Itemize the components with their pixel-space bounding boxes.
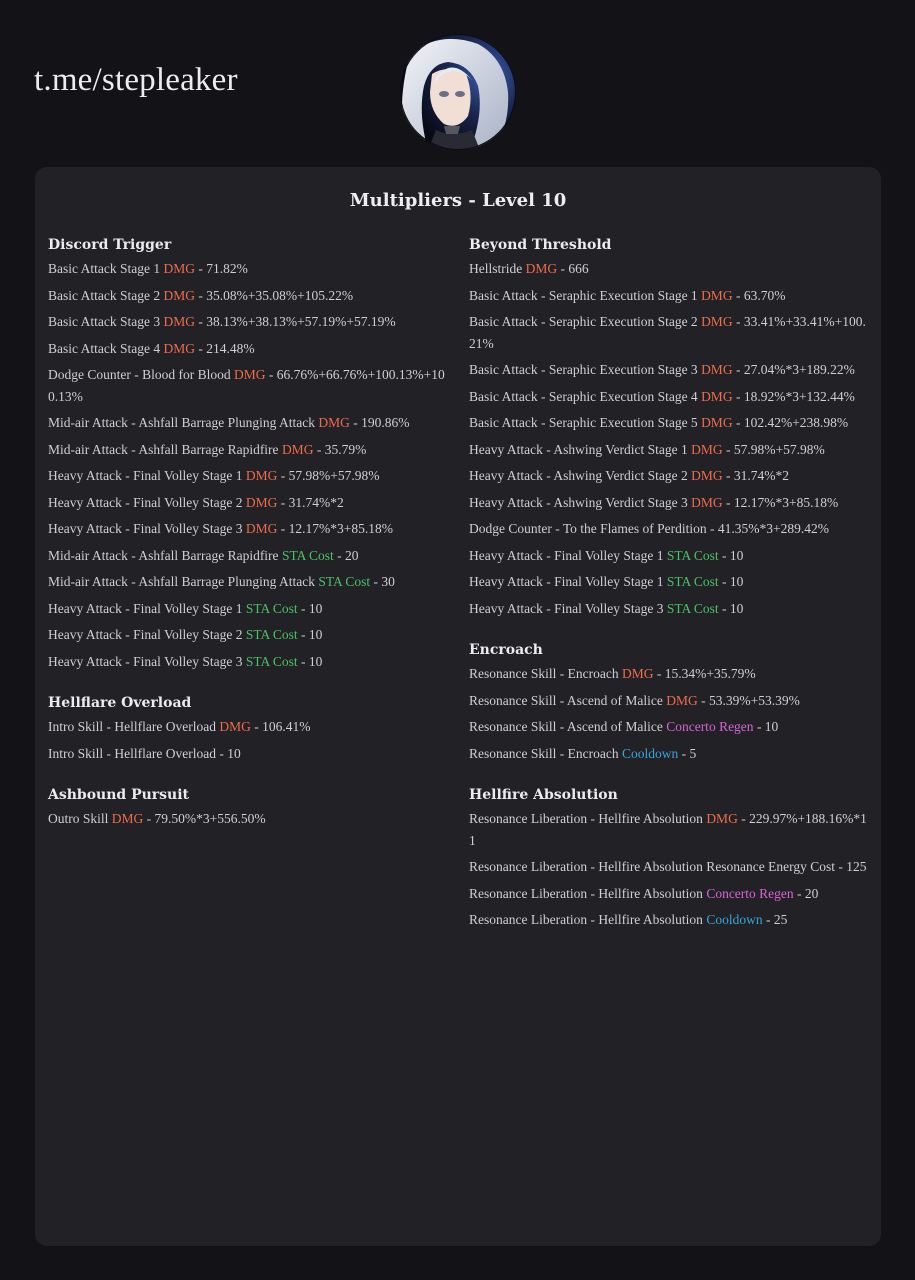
section-ashbound-pursuit bbox=[48, 785, 448, 830]
row-label: Basic Attack Stage 4 bbox=[48, 340, 164, 356]
multiplier-row bbox=[48, 285, 448, 307]
row-value: - 229.97%+188.16%*11 bbox=[469, 811, 867, 848]
row-value: - 57.98%+57.98% bbox=[277, 468, 380, 483]
row-label: Mid-air Attack - Ashfall Barrage Rapidfire bbox=[48, 441, 282, 457]
multiplier-row bbox=[469, 690, 869, 712]
stat-tag-sta-cost: STA Cost bbox=[281, 547, 334, 563]
row-value: - 10 bbox=[297, 627, 323, 642]
row-label: Resonance Skill - Ascend of Malice bbox=[469, 719, 667, 734]
multiplier-row bbox=[469, 492, 869, 514]
row-label: Basic Attack Stage 2 bbox=[48, 287, 164, 303]
multiplier-row bbox=[48, 808, 448, 830]
row-value: - 214.48% bbox=[195, 340, 255, 356]
stat-tag-dmg: DMG bbox=[691, 468, 723, 483]
row-value: - 20 bbox=[333, 547, 359, 563]
row-label: Dodge Counter - Blood for Blood bbox=[48, 367, 234, 382]
row-value: - 30 bbox=[370, 574, 395, 589]
row-value: - 53.39%+53.39% bbox=[697, 692, 800, 708]
multiplier-row bbox=[469, 311, 869, 354]
row-label: Heavy Attack - Final Volley Stage 2 bbox=[48, 627, 246, 642]
row-value: - 102.42%+238.98% bbox=[732, 415, 849, 430]
row-label: Basic Attack - Seraphic Execution Stage 4 bbox=[469, 388, 702, 404]
section-encroach bbox=[469, 640, 869, 764]
multiplier-row bbox=[48, 598, 448, 620]
stat-tag-dmg: DMG bbox=[233, 367, 266, 382]
stat-tag-sta-cost: STA Cost bbox=[666, 547, 719, 563]
row-label: Basic Attack - Seraphic Execution Stage 3 bbox=[469, 362, 702, 377]
stat-tag-dmg: DMG bbox=[163, 340, 195, 356]
section-title: Hellfire Absolution bbox=[469, 787, 618, 803]
row-value: - 66.76%+66.76%+100.13%+100.13% bbox=[48, 367, 445, 404]
stat-tag-dmg: DMG bbox=[245, 468, 278, 483]
stat-tag-dmg: DMG bbox=[163, 261, 195, 276]
stat-tag-dmg: DMG bbox=[701, 314, 733, 329]
row-label: Resonance Skill - Encroach bbox=[469, 745, 622, 761]
multiplier-row bbox=[469, 598, 869, 620]
stat-tag-sta-cost: STA Cost bbox=[245, 653, 298, 669]
stat-tag-cooldown: Cooldown bbox=[621, 745, 679, 761]
row-label: Mid-air Attack - Ashfall Barrage Plunging Attack bbox=[48, 415, 319, 430]
stat-tag-dmg: DMG bbox=[701, 388, 733, 404]
row-label: Resonance Skill - Encroach bbox=[469, 666, 622, 681]
row-value: - 27.04%*3+189.22% bbox=[732, 362, 855, 377]
row-label: Basic Attack - Seraphic Execution Stage 1 bbox=[469, 287, 702, 303]
stat-tag-cooldown: Cooldown bbox=[706, 912, 763, 927]
multiplier-row bbox=[469, 412, 869, 434]
multiplier-row bbox=[48, 364, 448, 407]
row-label: Heavy Attack - Final Volley Stage 3 bbox=[48, 521, 246, 536]
row-value: - 190.86% bbox=[349, 415, 410, 430]
multiplier-row bbox=[469, 518, 869, 540]
row-label: Dodge Counter - To the Flames of Perdition - 41.35%*3+289.42% bbox=[469, 521, 829, 536]
row-value: - 71.82% bbox=[195, 261, 248, 276]
stat-tag-dmg: DMG bbox=[318, 415, 350, 430]
stat-tag-dmg: DMG bbox=[706, 811, 738, 826]
stat-tag-dmg: DMG bbox=[245, 494, 278, 510]
avatar bbox=[400, 34, 516, 150]
section-title: Hellflare Overload bbox=[48, 695, 192, 711]
row-label: Heavy Attack - Ashwing Verdict Stage 2 bbox=[469, 468, 692, 483]
multiplier-row bbox=[48, 465, 448, 487]
right-column bbox=[469, 235, 869, 952]
multiplier-row bbox=[469, 545, 869, 567]
multiplier-row bbox=[469, 285, 869, 307]
stat-tag-concerto-regen: Concerto Regen bbox=[706, 885, 794, 901]
row-label: Basic Attack Stage 1 bbox=[48, 261, 164, 276]
row-label: Heavy Attack - Final Volley Stage 3 bbox=[48, 653, 246, 669]
row-value: - 31.74%*2 bbox=[277, 494, 344, 510]
multiplier-row bbox=[48, 571, 448, 593]
stat-tag-sta-cost: STA Cost bbox=[666, 574, 719, 589]
row-label: Intro Skill - Hellflare Overload - 10 bbox=[48, 745, 241, 761]
row-label: Outro Skill bbox=[48, 811, 112, 826]
multiplier-row bbox=[469, 909, 869, 931]
row-value: - 10 bbox=[718, 547, 744, 563]
card-title: Multipliers - Level 10 bbox=[349, 190, 567, 211]
section-title: Beyond Threshold bbox=[469, 237, 612, 253]
section-discord-trigger bbox=[48, 235, 448, 672]
row-value: - 25 bbox=[762, 912, 788, 927]
row-value: - 15.34%+35.79% bbox=[653, 666, 756, 681]
row-value: - 5 bbox=[678, 745, 697, 761]
stat-tag-dmg: DMG bbox=[666, 692, 698, 708]
stat-tag-dmg: DMG bbox=[219, 719, 251, 734]
multiplier-row bbox=[48, 545, 448, 567]
row-label: Mid-air Attack - Ashfall Barrage Plunging Attack bbox=[48, 574, 319, 589]
row-label: Heavy Attack - Ashwing Verdict Stage 3 bbox=[469, 494, 692, 510]
multiplier-row bbox=[469, 856, 869, 878]
row-value: - 18.92%*3+132.44% bbox=[732, 388, 855, 404]
stat-tag-sta-cost: STA Cost bbox=[245, 600, 298, 616]
stat-tag-sta-cost: STA Cost bbox=[245, 627, 298, 642]
multiplier-row bbox=[469, 743, 869, 765]
multiplier-row bbox=[48, 338, 448, 360]
multiplier-row bbox=[469, 258, 869, 280]
multiplier-row bbox=[469, 386, 869, 408]
stat-tag-dmg: DMG bbox=[691, 494, 723, 510]
multiplier-row bbox=[48, 743, 448, 765]
row-value: - 106.41% bbox=[250, 719, 311, 734]
multiplier-row bbox=[469, 571, 869, 593]
section-title: Encroach bbox=[469, 642, 543, 658]
row-value: - 10 bbox=[297, 653, 323, 669]
row-value: - 35.79% bbox=[313, 441, 367, 457]
multiplier-row bbox=[469, 716, 869, 738]
row-value: - 10 bbox=[753, 719, 779, 734]
row-value: - 63.70% bbox=[732, 287, 786, 303]
section-beyond-threshold bbox=[469, 235, 869, 619]
stat-tag-concerto-regen: Concerto Regen bbox=[666, 719, 754, 734]
row-value: - 57.98%+57.98% bbox=[722, 441, 825, 457]
multiplier-row bbox=[48, 518, 448, 540]
stat-tag-sta-cost: STA Cost bbox=[666, 600, 719, 616]
row-label: Resonance Skill - Ascend of Malice bbox=[469, 692, 667, 708]
multipliers-card bbox=[35, 167, 881, 1246]
stat-tag-dmg: DMG bbox=[525, 261, 558, 276]
multiplier-row bbox=[48, 439, 448, 461]
stat-tag-dmg: DMG bbox=[163, 287, 195, 303]
row-value: - 31.74%*2 bbox=[722, 468, 789, 483]
stat-tag-dmg: DMG bbox=[281, 441, 314, 457]
stat-tag-dmg: DMG bbox=[701, 415, 733, 430]
multiplier-row bbox=[469, 359, 869, 381]
row-label: Basic Attack Stage 3 bbox=[48, 314, 164, 329]
section-title: Discord Trigger bbox=[48, 237, 172, 253]
row-value: - 12.17%*3+85.18% bbox=[722, 494, 839, 510]
row-value: - 666 bbox=[557, 261, 589, 276]
row-label: Heavy Attack - Final Volley Stage 1 bbox=[469, 547, 667, 563]
multiplier-row bbox=[469, 663, 869, 685]
row-value: - 10 bbox=[718, 600, 744, 616]
multiplier-row bbox=[48, 716, 448, 738]
stat-tag-dmg: DMG bbox=[111, 811, 144, 826]
row-value: - 20 bbox=[793, 885, 819, 901]
channel-link[interactable]: t.me/stepleaker bbox=[34, 62, 238, 98]
left-column bbox=[48, 235, 448, 851]
stat-tag-dmg: DMG bbox=[163, 314, 195, 329]
row-label: Intro Skill - Hellflare Overload bbox=[48, 719, 220, 734]
multiplier-row bbox=[48, 624, 448, 646]
row-label: Heavy Attack - Final Volley Stage 1 bbox=[48, 468, 246, 483]
row-label: Resonance Liberation - Hellfire Absolution bbox=[469, 811, 707, 826]
stat-tag-dmg: DMG bbox=[701, 362, 733, 377]
row-label: Heavy Attack - Final Volley Stage 1 bbox=[469, 574, 667, 589]
multiplier-row bbox=[48, 651, 448, 673]
row-label: Resonance Liberation - Hellfire Absolution bbox=[469, 885, 707, 901]
multiplier-row bbox=[48, 492, 448, 514]
stat-tag-dmg: DMG bbox=[245, 521, 278, 536]
row-label: Mid-air Attack - Ashfall Barrage Rapidfire bbox=[48, 547, 282, 563]
row-value: - 12.17%*3+85.18% bbox=[277, 521, 393, 536]
row-value: - 35.08%+35.08%+105.22% bbox=[195, 287, 354, 303]
multiplier-row bbox=[469, 439, 869, 461]
row-label: Hellstride bbox=[469, 261, 526, 276]
multiplier-row bbox=[48, 311, 448, 333]
stat-tag-dmg: DMG bbox=[701, 287, 733, 303]
section-hellfire-absolution bbox=[469, 785, 869, 931]
row-label: Resonance Liberation - Hellfire Absolution bbox=[469, 912, 707, 927]
row-label: Basic Attack - Seraphic Execution Stage 2 bbox=[469, 314, 702, 329]
row-value: - 10 bbox=[297, 600, 323, 616]
stat-tag-dmg: DMG bbox=[691, 441, 723, 457]
section-title: Ashbound Pursuit bbox=[48, 787, 189, 803]
multiplier-row bbox=[48, 412, 448, 434]
multiplier-row bbox=[469, 465, 869, 487]
row-label: Basic Attack - Seraphic Execution Stage 5 bbox=[469, 415, 702, 430]
multiplier-row bbox=[48, 258, 448, 280]
row-value: - 33.41%+33.41%+100.21% bbox=[469, 314, 866, 351]
row-label: Resonance Liberation - Hellfire Absolution Resonance Energy Cost - 125 bbox=[469, 859, 867, 874]
multiplier-row bbox=[469, 808, 869, 851]
row-label: Heavy Attack - Ashwing Verdict Stage 1 bbox=[469, 441, 692, 457]
row-value: - 79.50%*3+556.50% bbox=[143, 811, 266, 826]
stat-tag-sta-cost: STA Cost bbox=[318, 574, 371, 589]
stat-tag-dmg: DMG bbox=[621, 666, 654, 681]
row-label: Heavy Attack - Final Volley Stage 2 bbox=[48, 494, 246, 510]
row-value: - 10 bbox=[718, 574, 744, 589]
section-hellflare-overload bbox=[48, 693, 448, 764]
row-value: - 38.13%+38.13%+57.19%+57.19% bbox=[195, 314, 396, 329]
row-label: Heavy Attack - Final Volley Stage 1 bbox=[48, 600, 246, 616]
multiplier-row bbox=[469, 883, 869, 905]
row-label: Heavy Attack - Final Volley Stage 3 bbox=[469, 600, 667, 616]
